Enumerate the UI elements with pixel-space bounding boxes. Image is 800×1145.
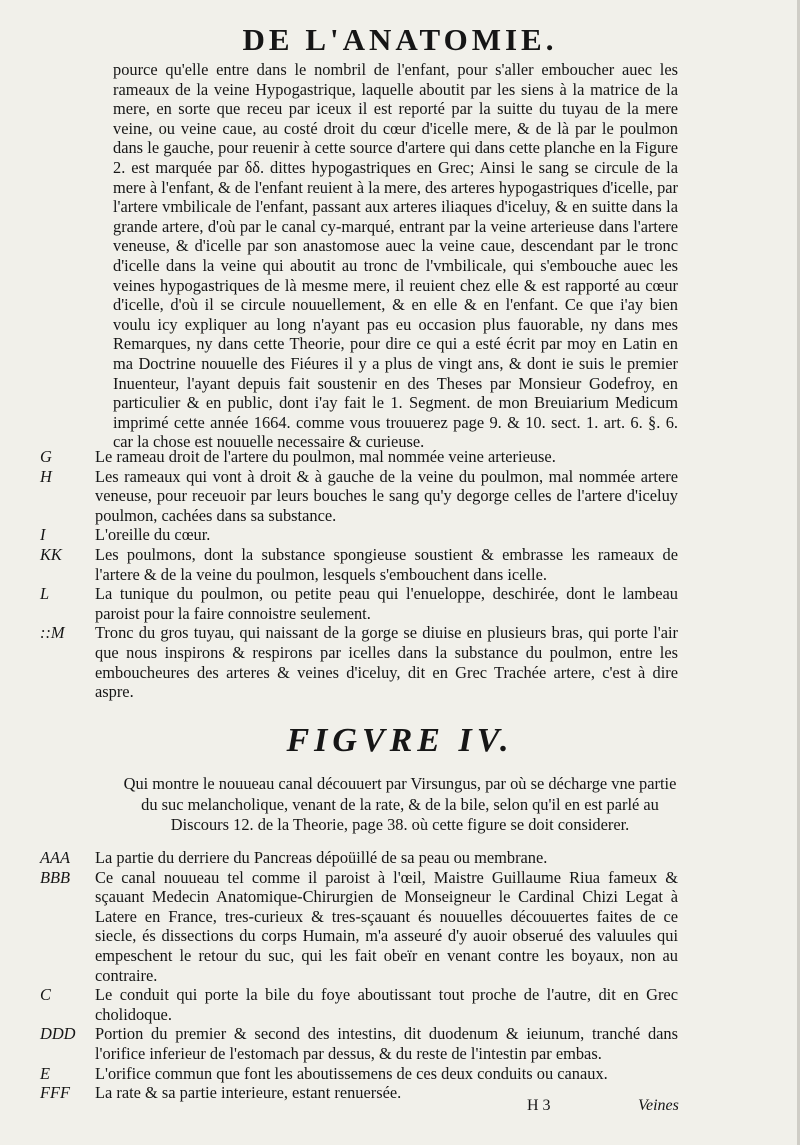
legend-text: Le conduit qui porte la bile du foye aboutissant tout proche de l'autre, dit en Grec cholidoque. (95, 985, 678, 1024)
legend-key: FFF (40, 1083, 71, 1103)
legend-text: L'orifice commun que font les aboutissemens de ces deux conduits ou canaux. (95, 1063, 608, 1083)
legend-entry (40, 447, 678, 467)
legend-key: C (40, 985, 51, 1005)
legend-key: KK (40, 544, 62, 564)
legend-key: DDD (40, 1024, 76, 1044)
legend-list-lower (40, 848, 678, 1103)
catchword: Veines (638, 1097, 679, 1114)
legend-entry (40, 467, 678, 526)
legend-text: Le rameau droit de l'artere du poulmon, mal nommée veine arterieuse. (95, 447, 556, 466)
legend-key: E (40, 1063, 51, 1083)
legend-entry (40, 1064, 678, 1084)
legend-entry (40, 545, 678, 584)
main-paragraph (113, 60, 678, 452)
legend-key: L (40, 584, 50, 604)
legend-text: La partie du derriere du Pancreas dépoüillé de sa peau ou membrane. (95, 848, 548, 867)
legend-key: BBB (40, 867, 71, 887)
legend-text: Ce canal nouueau tel comme il paroist à l'œil, Maistre Guillaume Riua fameux & sçauant Medecin Anatomique-Chirurgien de Monseigneur le Cardinal Chizi Legat à Latere en France, tres-curieux & tres-sçauant és nouuelles découuertes faites de ce siecle, és dissections du corps Humain, m'a asseuré d'y auoir obserué des valuules qui empeschent le retour du suc, qui les fait obeïr en venant contre les boyaux, non au contraire. (95, 867, 678, 985)
legend-entry (40, 525, 678, 545)
legend-entry (40, 584, 678, 623)
legend-text: Les rameaux qui vont à droit & à gauche de la veine du poulmon, mal nommée artere veneuse, pour receuoir par leurs bouches le sang qu'y degorge celles de l'artere d'iceluy poulmon, cachées dans sa substance. (95, 466, 678, 525)
signature-mark: H 3 (527, 1097, 551, 1114)
legend-text: La tunique du poulmon, ou petite peau qui l'enueloppe, deschirée, dont le lambeau paroist pour la faire connoistre seulement. (95, 584, 678, 623)
legend-entry (40, 985, 678, 1024)
legend-entry (40, 623, 678, 701)
legend-key: ::M (40, 623, 65, 643)
paragraph-text: pource qu'elle entre dans le nombril de l'enfant, pour s'aller emboucher auec les rameaux de la veine Hypogastrique, laquelle aboutit par les siens à la matrice de la mere, en sorte que receu par iceux il est reporté par la suitte du tuyau de la mere veine, ou veine caue, au costé droit du cœur d'icelle mere, & de là par le poulmon dans le gauche, pour reuenir à cette source d'artere qui dans cette planche en la Figure 2. est marquée par δδ. dittes hypogastriques en Grec; Ainsi le sang se circule de la mere à l'enfant, & de l'enfant reuient à la mere, des arteres hypogastriques d'icelle, par l'artere vmbilicale de l'enfant, passant aux arteres iliaques d'iceluy, & en suitte dans la grande artere, d'où par le canal cy-marqué, entrant par la veine arterieuse dans l'artere veneuse, & d'icelle par son anastomose auec la veine caue, descendant par le tronc d'icelle dans la veine qui aboutit au tronc de l'vmbilicale, qui s'embouche auec les veines hypogastriques de là mesme mere, il reuient chez elle & est rapporté au cœur d'icelle, d'où il se circule nouuellement, & en elle & en l'enfant. Ce que i'ay bien voulu icy expliquer au long n'ayant pas eu occasion plus fauorable, ny dans mes Remarques, ny dans cette Theorie, pour dire ce qui a esté écrit par moy en Latin en ma Doctrine nouuelle des Fiéures il y a plus de vingt ans, & dont ie suis le premier Inuenteur, l'ayant depuis fait soustenir en des Theses par Monsieur Godefroy, en particulier & en public, dont i'ay fait le 1. Segment. de mon Breuiarium Medicum imprimé cette année 1664. comme vous trouuerez page 9. & 10. sect. 1. art. 6. §. 6. car la chose est nouuelle necessaire & curieuse. (113, 60, 678, 452)
legend-text: Tronc du gros tuyau, qui naissant de la gorge se diuise en plusieurs bras, qui porte l'air que nous inspirons & respirons par icelles dans la substance du poulmon, entre les emboucheures des arteres & veines d'iceluy, dit en Grec Trachée artere, c'est à dire aspre. (95, 623, 678, 702)
legend-text: La rate & sa partie interieure, estant renuersée. (95, 1083, 402, 1103)
legend-text: Les poulmons, dont la substance spongieuse soustient & embrasse les rameaux de l'artere & de la veine du poulmon, lesquels s'embouchent dans icelle. (95, 544, 678, 584)
legend-entry (40, 868, 678, 986)
legend-key: G (40, 447, 52, 466)
page-header: DE L'ANATOMIE. (242, 22, 558, 57)
figure-title: FIGVRE IV. (286, 722, 514, 759)
legend-list-upper (40, 447, 678, 702)
legend-entry (40, 1024, 678, 1063)
legend-key: H (40, 466, 52, 486)
legend-key: I (40, 525, 46, 545)
legend-entry (40, 848, 678, 868)
legend-entry (40, 1083, 678, 1103)
figure-caption: Qui montre le nouueau canal découuert par Virsungus, par où se décharge vne partie du suc melancholique, venant de la rate, & de la bile, selon qu'il en est parlé au Discours 12. de la Theorie, page 38. où cette figure se doit considerer. (123, 774, 677, 834)
legend-key: AAA (40, 848, 71, 867)
legend-text: L'oreille du cœur. (95, 525, 211, 545)
legend-text: Portion du premier & second des intestins, dit duodenum & ieiunum, tranché dans l'orifice inferieur de l'estomach par dessus, & du reste de l'intestin par embas. (95, 1024, 678, 1063)
